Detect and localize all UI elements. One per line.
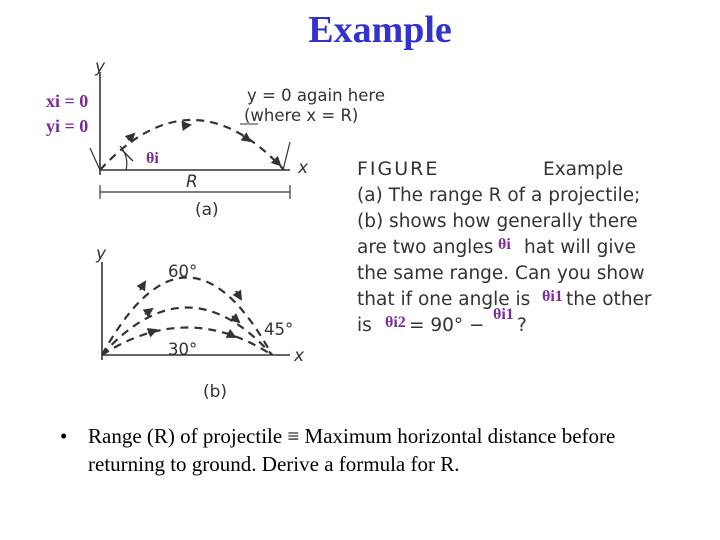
fig-a-range-label: R (186, 172, 198, 192)
caption-line3a: are two angles (357, 237, 494, 258)
fig-b-angle-60: 60° (168, 262, 198, 281)
fig-b-y-label: y (96, 244, 107, 264)
fig-a-annotation-line1: y = 0 again here (247, 86, 385, 105)
bullet-text: Range (R) of projectile ≡ Maximum horizontal distance before returning to ground. Derive a formula for R. (88, 424, 616, 476)
fig-a-angle-label: θi (146, 150, 159, 167)
caption-line6c: ? (517, 315, 527, 336)
caption-line6a: is (357, 315, 372, 336)
caption-theta-i: θi (498, 236, 511, 253)
caption-line5b: the other (566, 289, 652, 310)
fig-b-x-label: x (294, 346, 305, 366)
fig-a-slash (90, 148, 100, 170)
caption-heading-right: Example (543, 159, 624, 180)
fig-a-annotation-line2: (where x = R) (244, 106, 359, 125)
fig-a-trajectory (100, 120, 284, 170)
caption-line6b: = 90° − (409, 315, 485, 336)
fig-b-angle-30: 30° (168, 340, 198, 359)
fig-a-y-label: y (95, 57, 106, 77)
caption-figure-heading: FIGURE (357, 158, 440, 180)
caption-line3b: hat will give (524, 237, 636, 258)
caption-line2: (b) shows how generally there (357, 211, 638, 232)
slide-title: Example (308, 9, 452, 51)
fig-b-panel-label: (b) (203, 382, 228, 402)
caption-theta-i2: θi2 (385, 314, 406, 331)
caption-line4: the same range. Can you show (357, 263, 645, 284)
yi-label: yi = 0 (46, 116, 89, 136)
xi-label: xi = 0 (46, 91, 89, 111)
fig-a-panel-label: (a) (195, 200, 219, 220)
caption-line5a: that if one angle is (357, 289, 531, 310)
caption-theta-i1: θi1 (542, 288, 563, 305)
fig-a-x-label: x (298, 158, 309, 178)
caption-line1: (a) The range R of a projectile; (357, 185, 641, 206)
caption-theta-i1b: θi1 (493, 306, 514, 323)
fig-b-angle-45: 45° (264, 320, 294, 339)
bullet-symbol: • (60, 424, 68, 448)
